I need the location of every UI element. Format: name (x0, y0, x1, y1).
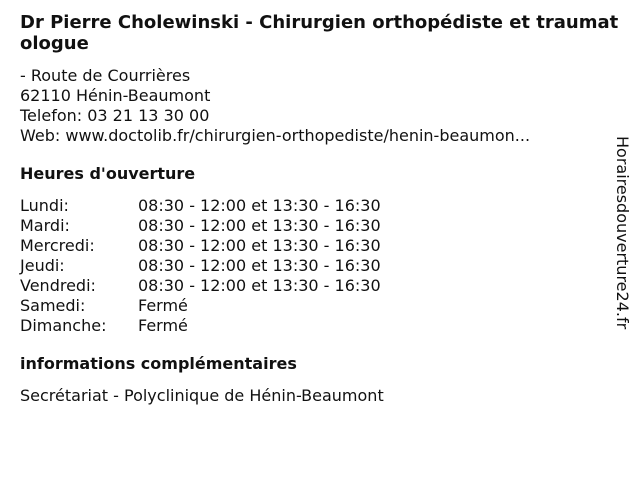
hours-day: Mercredi: (20, 236, 95, 255)
hours-day: Samedi: (20, 296, 86, 315)
street-line: - Route de Courrières (20, 66, 191, 85)
web-label: Web: (20, 126, 66, 145)
business-title: Dr Pierre Cholewinski - Chirurgien orthopédiste et traumatologue (20, 12, 619, 54)
listing-card (20, 12, 620, 406)
website-link[interactable]: www.doctolib.fr/chirurgien-orthopediste/henin-beaumon... (65, 126, 531, 145)
phone-line: Telefon: 03 21 13 30 00 (20, 106, 210, 125)
hours-day: Dimanche: (20, 316, 107, 335)
hours-time: Fermé (138, 296, 188, 315)
additional-info-heading: informations complémentaires (20, 354, 297, 373)
hours-time: 08:30 - 12:00 et 13:30 - 16:30 (138, 276, 381, 295)
city-line: 62110 Hénin-Beaumont (20, 86, 211, 105)
hours-row (20, 316, 620, 336)
web-line (20, 126, 620, 146)
opening-hours-table (20, 196, 620, 336)
hours-day: Lundi: (20, 196, 69, 215)
opening-hours-heading: Heures d'ouverture (20, 164, 196, 183)
hours-row (20, 296, 620, 316)
hours-time: 08:30 - 12:00 et 13:30 - 16:30 (138, 236, 381, 255)
hours-time: 08:30 - 12:00 et 13:30 - 16:30 (138, 196, 381, 215)
hours-day: Mardi: (20, 216, 70, 235)
hours-time: 08:30 - 12:00 et 13:30 - 16:30 (138, 216, 381, 235)
hours-time: Fermé (138, 316, 188, 335)
address-block (20, 66, 620, 146)
hours-day: Jeudi: (20, 256, 65, 275)
hours-row (20, 276, 620, 296)
additional-info-text: Secrétariat - Polyclinique de Hénin-Beaumont (20, 386, 384, 405)
hours-row (20, 196, 620, 216)
site-watermark: Horairesdouverture24.fr (613, 136, 632, 330)
hours-time: 08:30 - 12:00 et 13:30 - 16:30 (138, 256, 381, 275)
hours-row (20, 256, 620, 276)
hours-row (20, 216, 620, 236)
hours-day: Vendredi: (20, 276, 96, 295)
hours-row (20, 236, 620, 256)
